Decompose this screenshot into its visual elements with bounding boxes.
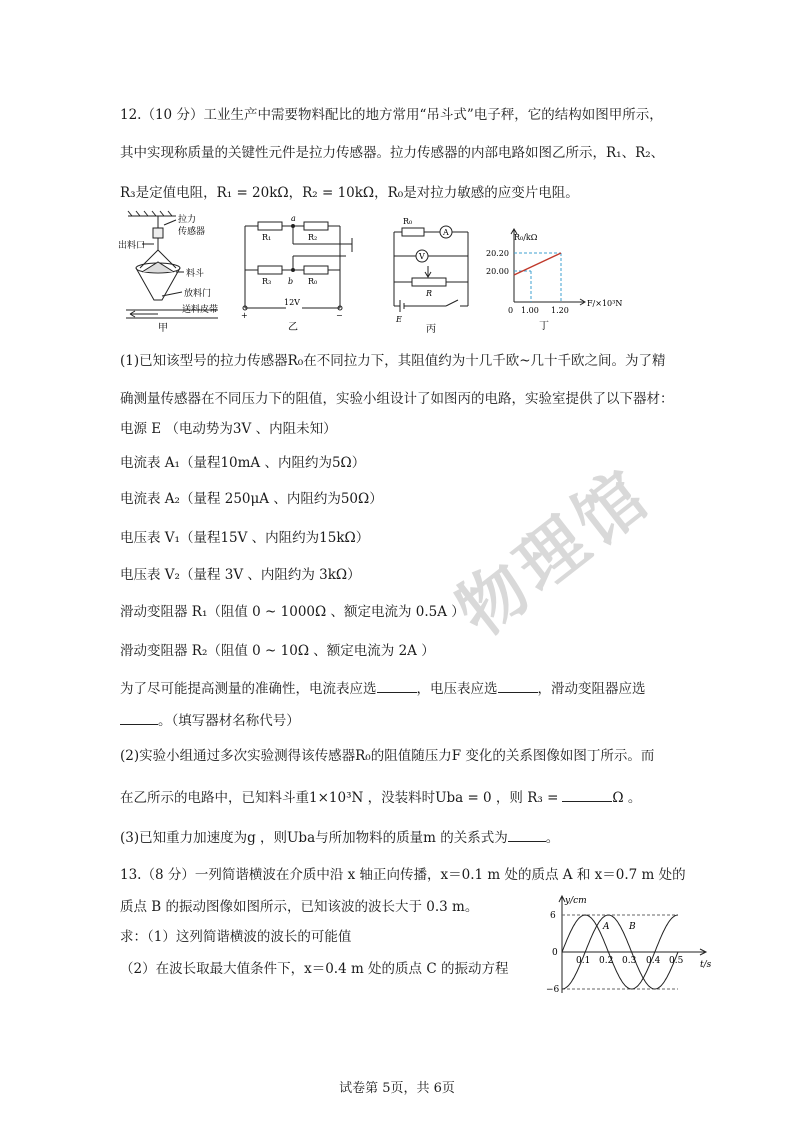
label-plus: + — [241, 311, 248, 320]
q13-line-2: 质点 B 的振动图像如图所示，已知该波的波长大于 0.3 m。 — [120, 899, 479, 915]
answer-blank-voltmeter[interactable] — [498, 678, 538, 693]
q12-intro-1: 12.（10 分）工业生产中需要物料配比的地方常用“吊斗式”电子秤，它的结构如图甲所示， — [120, 107, 663, 123]
ding-xtick-0: 0 — [508, 306, 514, 315]
q12-p2-a: (2)实验小组通过多次实验测得该传感器R₀的阻值随压力F 变化的关系图像如图丁所示。而 — [120, 748, 655, 764]
resistor-r0-bing — [402, 228, 424, 236]
figure-ding — [484, 226, 644, 334]
ceiling-hatch — [128, 211, 172, 216]
label-voltmeter: V — [419, 252, 425, 261]
q12-p1-q-b: ，电压表应选 — [416, 681, 498, 697]
wave-graph — [540, 893, 725, 998]
q12-p1-a: (1)已知该型号的拉力传感器R₀在不同拉力下，其阻值约为十几千欧~几十千欧之间。为了精 — [120, 353, 666, 369]
ding-ylabel: R₀/kΩ — [514, 233, 538, 242]
equipment-r2: 滑动变阻器 R₂（阻值 0 ~ 10Ω 、额定电流为 2A ） — [120, 643, 435, 659]
q12-p2-b: 在乙所示的电路中，已知料斗重1×10³N ，没装料时Uba = 0 ，则 R₃ = — [120, 790, 559, 806]
label-r2: R₂ — [308, 233, 318, 242]
page-footer: 试卷第 5页，共 6页 — [339, 1081, 455, 1096]
wave-ylabel: y/cm — [565, 896, 587, 906]
answer-blank-ammeter[interactable] — [377, 678, 417, 693]
equipment-r1: 滑动变阻器 R₁（阻值 0 ~ 1000Ω 、额定电流为 0.5A ） — [120, 604, 465, 620]
q12-p1-b: 确测量传感器在不同压力下的阻值，实验小组设计了如图丙的电路，实验室提供了以下器材： — [120, 391, 674, 407]
ding-xlabel: F/×10³N — [587, 299, 623, 308]
label-belt: 送料皮带 — [182, 305, 219, 315]
label-b: b — [288, 277, 294, 286]
wave-xtick-04: 0.4 — [646, 956, 661, 966]
q12-p2-b-line — [120, 786, 641, 806]
caption-jia: 甲 — [158, 323, 168, 334]
ding-xtick-120: 1.20 — [551, 306, 569, 315]
label-gate: 放料门 — [184, 289, 212, 299]
label-r-rheostat: R — [426, 289, 433, 298]
caption-yi: 乙 — [288, 322, 298, 333]
wave-curve-label-a: A — [603, 922, 610, 932]
q12-p1-q-a: 为了尽可能提高测量的准确性，电流表应选 — [120, 681, 377, 697]
ding-xtick-100: 1.00 — [521, 306, 539, 315]
figure-bing — [388, 214, 478, 334]
caption-ding: 丁 — [539, 321, 549, 332]
answer-blank-rheostat[interactable] — [120, 710, 158, 725]
q13-line-1: 13.（8 分）一列简谐横波在介质中沿 x 轴正向传播，x＝0.1 m 处的质点 A 和 x＝0.7 m 处的 — [120, 867, 686, 883]
resistor-r3 — [258, 266, 282, 274]
resistor-r2 — [304, 222, 328, 230]
equipment-a1: 电流表 A₁（量程10mA 、内阻约为5Ω） — [120, 455, 366, 471]
resistor-r0 — [304, 266, 328, 274]
wave-xtick-05: 0.5 — [669, 956, 684, 966]
watermark: 物理馆 — [442, 453, 667, 653]
q12-p1-q-d: 。（填写器材名称代号） — [158, 713, 300, 729]
rheostat-symbol — [412, 278, 446, 286]
label-r0: R₀ — [308, 277, 318, 286]
resistor-r1 — [258, 222, 282, 230]
label-a: a — [291, 214, 296, 223]
sensor-block — [153, 228, 163, 238]
q12-p1-question — [120, 677, 646, 697]
label-lali: 拉力 — [178, 215, 197, 225]
q12-p1-question-end — [120, 709, 300, 729]
wave-xtick-03: 0.3 — [622, 956, 637, 966]
equipment-e: 电源 E （电动势为3V 、内阻未知） — [120, 421, 337, 437]
q13-line-3: 求：（1）这列简谐横波的波长的可能值 — [120, 929, 352, 945]
q12-p3-a: (3)已知重力加速度为g ，则Uba与所加物料的质量m 的关系式为 — [120, 830, 508, 846]
label-e: E — [396, 315, 402, 324]
label-12v: 12V — [284, 298, 300, 307]
wave-ytick-6: 6 — [550, 911, 556, 921]
label-ammeter: A — [443, 228, 449, 237]
ding-ytick-2000: 20.00 — [486, 267, 509, 276]
equipment-v1: 电压表 V₁（量程15V 、内阻约为15kΩ） — [120, 530, 370, 546]
wave-ytick-neg6: −6 — [546, 985, 560, 995]
q12-p1-q-c: ，滑动变阻器应选 — [537, 681, 646, 697]
label-minus: − — [336, 311, 343, 320]
answer-blank-r3[interactable] — [562, 787, 612, 802]
q13-line-4: （2）在波长取最大值条件下，x＝0.4 m 处的质点 C 的振动方程 — [120, 961, 509, 977]
label-r0-bing: R₀ — [403, 217, 413, 226]
label-hopper: 料斗 — [186, 269, 205, 279]
q12-p2-c: Ω 。 — [612, 790, 642, 806]
figure-jia — [118, 210, 238, 335]
wave-ytick-0: 0 — [552, 948, 558, 958]
ding-r0-line — [514, 253, 561, 275]
q12-intro-3: R₃是定值电阻，R₁ = 20kΩ，R₂ = 10kΩ，R₀是对拉力敏感的应变片电阻。 — [120, 185, 579, 201]
figure-yi — [240, 212, 370, 334]
q12-p3-b: 。 — [545, 830, 560, 846]
equipment-v2: 电压表 V₂（量程 3V 、内阻约为 3kΩ） — [120, 567, 361, 583]
wave-xlabel: t/s — [700, 960, 712, 970]
label-outlet: 出料口 — [118, 241, 146, 251]
wave-curve-label-b: B — [629, 922, 636, 932]
ding-ytick-2020: 20.20 — [486, 249, 509, 258]
label-r3: R₃ — [262, 277, 272, 286]
equipment-a2: 电流表 A₂（量程 250μA 、内阻约为50Ω） — [120, 491, 383, 507]
label-r1: R₁ — [262, 233, 272, 242]
label-sensor: 传感器 — [178, 227, 206, 237]
q12-p3-line — [120, 826, 559, 846]
wave-xtick-01: 0.1 — [576, 956, 591, 966]
caption-bing: 丙 — [426, 324, 436, 334]
q12-intro-2: 其中实现称质量的关键性元件是拉力传感器。拉力传感器的内部电路如图乙所示，R₁、R₂、 — [120, 145, 665, 161]
answer-blank-uba[interactable] — [508, 827, 546, 842]
wave-xtick-02: 0.2 — [599, 956, 614, 966]
